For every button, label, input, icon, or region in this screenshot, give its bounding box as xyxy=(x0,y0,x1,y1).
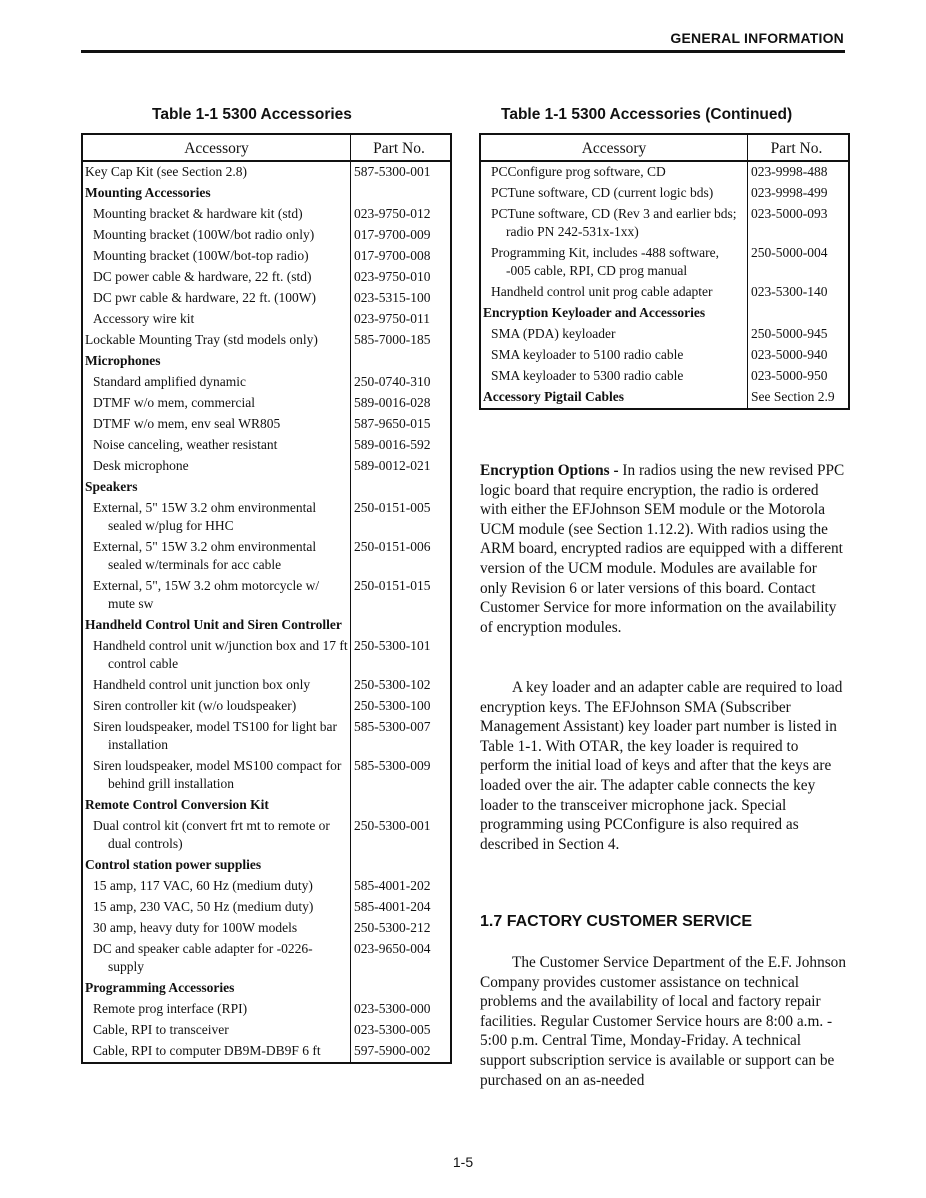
accessory-label: Noise canceling, weather resistant xyxy=(93,437,278,452)
part-number-cell: 023-5300-005 xyxy=(354,1022,431,1037)
part-number-cell: 023-9750-012 xyxy=(354,206,431,221)
accessory-cell xyxy=(83,876,351,897)
accessory-label: Siren controller kit (w/o loudspeaker) xyxy=(93,698,297,713)
table-row xyxy=(83,576,450,615)
accessory-cell xyxy=(83,897,351,918)
table-row xyxy=(83,537,450,576)
encryption-text: In radios using the new revised PPC logic board that require encryption, the radio is ordered with either the EFJohnson SEM module or the Motorola UCM module (see Section 1.12.2). With radios using the ARM board, encrypted radios are equipped with a different version of the UCM module. Modules are available for only Revision 6 or later versions of this board. Contact Customer Service for more information on the availability of encryption modules. xyxy=(480,462,845,636)
accessory-cell xyxy=(83,999,351,1020)
accessory-label: Microphones xyxy=(85,353,161,368)
accessory-label: Desk microphone xyxy=(93,458,189,473)
part-number-cell: 585-4001-202 xyxy=(354,878,431,893)
part-number-cell: 023-9998-488 xyxy=(751,164,828,179)
part-number-cell: 589-0016-592 xyxy=(354,437,431,452)
table-row xyxy=(83,939,450,978)
accessory-label: SMA keyloader to 5300 radio cable xyxy=(491,368,684,383)
accessory-cell xyxy=(83,1041,351,1062)
table-row xyxy=(83,414,450,435)
accessory-cell xyxy=(481,204,748,243)
table-row xyxy=(83,876,450,897)
table-header-row xyxy=(481,135,848,162)
accessory-label: Mounting bracket & hardware kit (std) xyxy=(93,206,303,221)
accessory-label: Accessory Pigtail Cables xyxy=(483,389,624,404)
accessory-label: PCTune software, CD (current logic bds) xyxy=(491,185,714,200)
part-number-cell: 023-5000-950 xyxy=(751,368,828,383)
accessory-label: Remote Control Conversion Kit xyxy=(85,797,269,812)
table-row xyxy=(83,816,450,855)
accessory-label: DC power cable & hardware, 22 ft. (std) xyxy=(93,269,312,284)
accessory-cell xyxy=(83,918,351,939)
part-number-cell: 587-5300-001 xyxy=(354,164,431,179)
accessory-label: Speakers xyxy=(85,479,138,494)
accessory-cell xyxy=(83,435,351,456)
accessory-cell xyxy=(83,717,351,756)
accessory-cell xyxy=(83,1020,351,1041)
accessory-cell xyxy=(83,795,351,816)
part-number-cell: 250-5300-101 xyxy=(354,638,431,653)
accessory-cell xyxy=(83,978,351,999)
table-row xyxy=(481,303,848,324)
accessory-cell xyxy=(481,243,748,282)
accessory-cell xyxy=(83,330,351,351)
accessory-label: Dual control kit (convert frt mt to remote or dual controls) xyxy=(93,818,330,851)
accessory-cell xyxy=(481,324,748,345)
part-number-cell: 017-9700-008 xyxy=(354,248,431,263)
accessory-cell xyxy=(83,537,351,576)
table-row xyxy=(83,162,450,183)
table-row xyxy=(83,795,450,816)
accessory-cell xyxy=(83,615,351,636)
accessory-label: Programming Accessories xyxy=(85,980,235,995)
accessory-cell xyxy=(481,162,748,183)
table-row xyxy=(83,978,450,999)
right-table-caption: Table 1-1 5300 Accessories (Continued) xyxy=(501,106,793,123)
section-heading: 1.7 FACTORY CUSTOMER SERVICE xyxy=(480,913,753,930)
accessory-label: PCTune software, CD (Rev 3 and earlier bds; radio PN 242-531x-1xx) xyxy=(491,206,737,239)
part-number-cell: 023-9750-011 xyxy=(354,311,430,326)
accessory-label: SMA (PDA) keyloader xyxy=(491,326,616,341)
table-row xyxy=(83,675,450,696)
accessory-label: Remote prog interface (RPI) xyxy=(93,1001,248,1016)
part-number-cell xyxy=(351,978,446,999)
accessory-label: Accessory wire kit xyxy=(93,311,195,326)
accessory-label: Cable, RPI to computer DB9M-DB9F 6 ft xyxy=(93,1043,321,1058)
part-number-cell: 587-9650-015 xyxy=(354,416,431,431)
accessory-cell xyxy=(83,675,351,696)
part-number-cell: 023-5300-000 xyxy=(354,1001,431,1016)
part-no-column-header: Part No. xyxy=(770,140,823,157)
accessory-cell xyxy=(83,372,351,393)
accessory-label: Handheld Control Unit and Siren Controller xyxy=(85,617,342,632)
part-number-cell: 250-5300-102 xyxy=(354,677,431,692)
table-row xyxy=(83,999,450,1020)
running-header: GENERAL INFORMATION xyxy=(670,30,844,46)
table-row xyxy=(83,225,450,246)
accessory-cell xyxy=(83,351,351,372)
accessory-column-header: Accessory xyxy=(83,135,351,160)
table-row xyxy=(481,243,848,282)
table-row xyxy=(83,183,450,204)
accessory-cell xyxy=(481,303,748,324)
part-number-cell: 585-5300-007 xyxy=(354,719,431,734)
header-rule xyxy=(81,50,845,53)
accessory-cell xyxy=(83,246,351,267)
accessory-label: Cable, RPI to transceiver xyxy=(93,1022,229,1037)
accessory-label: PCConfigure prog software, CD xyxy=(491,164,666,179)
accessory-cell xyxy=(83,183,351,204)
table-row xyxy=(83,204,450,225)
part-number-cell: 023-5300-140 xyxy=(751,284,828,299)
table-row xyxy=(83,267,450,288)
encryption-lead: Encryption Options - xyxy=(480,462,619,479)
table-row xyxy=(481,345,848,366)
accessory-cell xyxy=(83,288,351,309)
accessory-label: DTMF w/o mem, env seal WR805 xyxy=(93,416,281,431)
accessory-cell xyxy=(83,756,351,795)
table-row xyxy=(83,477,450,498)
table-row xyxy=(83,330,450,351)
keyloader-paragraph xyxy=(480,678,846,854)
part-number-cell: 250-0740-310 xyxy=(354,374,431,389)
table-row xyxy=(83,717,450,756)
part-number-cell: 250-5000-004 xyxy=(751,245,828,260)
accessory-cell xyxy=(83,456,351,477)
table-row xyxy=(83,498,450,537)
accessory-cell xyxy=(83,816,351,855)
table-row xyxy=(481,366,848,387)
part-number-cell: 023-9650-004 xyxy=(354,941,431,956)
table-row xyxy=(83,456,450,477)
table-row xyxy=(481,387,848,408)
right-accessories-table xyxy=(479,133,850,410)
part-number-cell: 589-0012-021 xyxy=(354,458,431,473)
left-table-caption: Table 1-1 5300 Accessories xyxy=(152,106,352,123)
table-row xyxy=(83,351,450,372)
accessory-label: Mounting bracket (100W/bot-top radio) xyxy=(93,248,309,263)
table-row xyxy=(83,636,450,675)
table-row xyxy=(83,918,450,939)
accessory-label: Handheld control unit prog cable adapter xyxy=(491,284,713,299)
part-number-cell: 250-5300-212 xyxy=(354,920,431,935)
accessory-label: External, 5", 15W 3.2 ohm motorcycle w/ mute sw xyxy=(93,578,320,611)
accessory-label: 30 amp, heavy duty for 100W models xyxy=(93,920,298,935)
part-number-cell: 023-5000-093 xyxy=(751,206,828,221)
part-number-cell: 023-5315-100 xyxy=(354,290,431,305)
table-header-row xyxy=(83,135,450,162)
part-number-cell: 597-5900-002 xyxy=(354,1043,431,1058)
accessory-cell xyxy=(83,162,351,183)
accessory-cell xyxy=(83,414,351,435)
table-row xyxy=(83,1020,450,1041)
accessory-cell xyxy=(83,393,351,414)
part-number-cell xyxy=(351,615,446,636)
table-row xyxy=(83,756,450,795)
keyloader-text: A key loader and an adapter cable are required to load encryption keys. The EFJohnson SMA (Subscriber Management Assistant) key loader part number is listed in Table 1-1. With OTAR, the key loader is required to perform the initial load of keys and after that the keys are loaded over the air. The adapter cable connects the key loader to the transceiver microphone jack. Special programming using PCConfigure is also required as described in Section 4. xyxy=(480,679,843,853)
part-number-cell xyxy=(351,855,446,876)
part-number-cell: 250-0151-006 xyxy=(354,539,431,554)
accessory-label: Mounting Accessories xyxy=(85,185,211,200)
accessory-label: Standard amplified dynamic xyxy=(93,374,246,389)
part-number-cell: 585-5300-009 xyxy=(354,758,431,773)
accessory-cell xyxy=(481,282,748,303)
encryption-paragraph xyxy=(480,461,846,637)
service-paragraph xyxy=(480,953,846,1090)
accessory-label: Handheld control unit w/junction box and 17 ft control cable xyxy=(93,638,348,671)
table-row xyxy=(83,696,450,717)
accessory-label: Mounting bracket (100W/bot radio only) xyxy=(93,227,315,242)
accessory-label: SMA keyloader to 5100 radio cable xyxy=(491,347,684,362)
accessory-label: External, 5" 15W 3.2 ohm environmental sealed w/terminals for acc cable xyxy=(93,539,317,572)
accessory-cell xyxy=(83,939,351,978)
accessory-cell xyxy=(481,183,748,204)
left-accessories-table xyxy=(81,133,452,1064)
table-row xyxy=(83,855,450,876)
part-number-cell xyxy=(351,183,446,204)
page-number: 1-5 xyxy=(452,1154,474,1170)
table-row xyxy=(83,615,450,636)
accessory-label: Lockable Mounting Tray (std models only) xyxy=(85,332,318,347)
table-row xyxy=(83,393,450,414)
accessory-label: Siren loudspeaker, model TS100 for light bar installation xyxy=(93,719,338,752)
accessory-label: DTMF w/o mem, commercial xyxy=(93,395,255,410)
table-row xyxy=(83,435,450,456)
accessory-cell xyxy=(83,477,351,498)
table-row xyxy=(83,246,450,267)
accessory-cell xyxy=(83,309,351,330)
table-row xyxy=(481,324,848,345)
part-no-column-header: Part No. xyxy=(373,140,425,157)
accessory-label: Programming Kit, includes -488 software, -005 cable, RPI, CD prog manual xyxy=(491,245,719,278)
accessory-cell xyxy=(481,345,748,366)
accessory-label: Encryption Keyloader and Accessories xyxy=(483,305,706,320)
part-number-cell: 250-0151-005 xyxy=(354,500,431,515)
accessory-label: External, 5" 15W 3.2 ohm environmental sealed w/plug for HHC xyxy=(93,500,317,533)
part-number-cell: 250-5300-001 xyxy=(354,818,431,833)
table-row xyxy=(83,288,450,309)
table-row xyxy=(481,282,848,303)
part-number-cell: 585-4001-204 xyxy=(354,899,431,914)
accessory-label: DC and speaker cable adapter for -0226- supply xyxy=(93,941,313,974)
accessory-label: 15 amp, 117 VAC, 60 Hz (medium duty) xyxy=(93,878,313,893)
accessory-cell xyxy=(83,696,351,717)
accessory-cell xyxy=(481,366,748,387)
table-row xyxy=(83,1041,450,1062)
accessory-cell xyxy=(83,498,351,537)
part-number-cell: 023-5000-940 xyxy=(751,347,828,362)
table-row xyxy=(83,897,450,918)
table-body xyxy=(481,162,848,408)
part-number-cell: 589-0016-028 xyxy=(354,395,431,410)
table-row xyxy=(83,372,450,393)
accessory-column-header: Accessory xyxy=(481,135,748,160)
part-number-cell xyxy=(351,795,446,816)
accessory-label: 15 amp, 230 VAC, 50 Hz (medium duty) xyxy=(93,899,314,914)
part-number-cell: See Section 2.9 xyxy=(751,389,835,404)
part-number-cell xyxy=(351,351,446,372)
part-number-cell: 250-5000-945 xyxy=(751,326,828,341)
part-number-cell: 250-0151-015 xyxy=(354,578,431,593)
service-text: The Customer Service Department of the E.F. Johnson Company provides customer assistance on technical problems and the availability of local and factory repair facilities. Regular Customer Service hours are 8:00 a.m. - 5:00 p.m. Central Time, Monday-Friday. A technical support subscription service is available or support can be purchased on an as-needed xyxy=(480,954,846,1089)
accessory-label: DC pwr cable & hardware, 22 ft. (100W) xyxy=(93,290,317,305)
part-number-cell: 585-7000-185 xyxy=(354,332,431,347)
part-number-cell xyxy=(748,303,844,324)
table-row xyxy=(481,183,848,204)
accessory-cell xyxy=(83,267,351,288)
accessory-cell xyxy=(83,855,351,876)
part-number-cell: 023-9750-010 xyxy=(354,269,431,284)
accessory-cell xyxy=(83,576,351,615)
table-row xyxy=(83,309,450,330)
table-body xyxy=(83,162,450,1062)
accessory-cell xyxy=(481,387,748,408)
accessory-cell xyxy=(83,204,351,225)
table-row xyxy=(481,162,848,183)
accessory-label: Key Cap Kit (see Section 2.8) xyxy=(85,164,247,179)
part-number-cell: 250-5300-100 xyxy=(354,698,431,713)
part-number-cell: 023-9998-499 xyxy=(751,185,828,200)
accessory-label: Siren loudspeaker, model MS100 compact for behind grill installation xyxy=(93,758,342,791)
accessory-cell xyxy=(83,225,351,246)
part-number-cell xyxy=(351,477,446,498)
part-number-cell: 017-9700-009 xyxy=(354,227,431,242)
accessory-cell xyxy=(83,636,351,675)
table-row xyxy=(481,204,848,243)
accessory-label: Handheld control unit junction box only xyxy=(93,677,311,692)
accessory-label: Control station power supplies xyxy=(85,857,262,872)
